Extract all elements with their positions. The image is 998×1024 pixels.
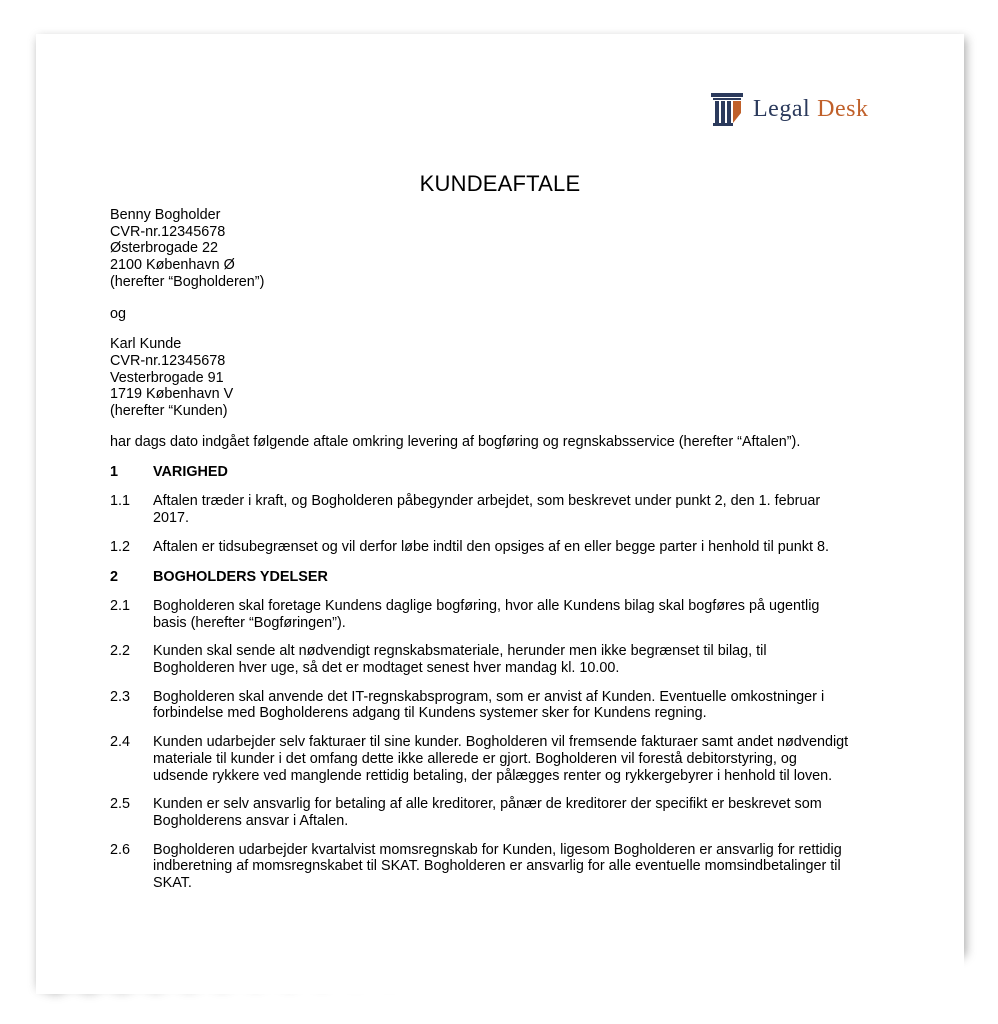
logo-word-desk: Desk (817, 96, 869, 122)
clause-text: Bogholderen udarbejder kvartalvist momsregnskab for Kunden, ligesom Bogholderen er ansvarlig for rettidig indberetning af momsregnskabet til SKAT. Bogholderen er ansvarlig for alle eventuelle momsindbetalinger til SKAT. (153, 841, 842, 892)
section-title: BOGHOLDERS YDELSER (153, 569, 328, 586)
clause-number: 1.2 (110, 538, 131, 555)
party-line: (herefter “Bogholderen”) (110, 273, 265, 290)
party-line: (herefter “Kunden) (110, 403, 228, 420)
document-title: KUNDEAFTALE (419, 171, 581, 196)
section-number: 1 (110, 464, 119, 481)
party-customer (110, 336, 850, 420)
party-line: 1719 København V (110, 386, 234, 403)
clause-number: 2.5 (110, 796, 131, 813)
clause (110, 842, 850, 892)
logo-word-legal: Legal (753, 96, 811, 122)
clause-text: Kunden udarbejder selv fakturaer til sine kunder. Bogholderen vil fremsende fakturaer samt andet nødvendigt materiale til kunder i det omfang dette ikke allerede er gjort. Bogholderen vil forestå debitorstyring, og udsende rykkere ved manglende rettidig betaling, der pålægges renter og rykkergebyrer i henhold til loven. (153, 734, 849, 784)
clause-number: 2.1 (110, 597, 131, 614)
clause (110, 598, 850, 631)
party-line: Østerbrogade 22 (110, 240, 219, 257)
clause-text: Bogholderen skal foretage Kundens daglige bogføring, hvor alle Kundens bilag skal bogføres på ugentlig basis (herefter “Bogføringen”). (153, 597, 820, 631)
party-bookkeeper (110, 207, 850, 291)
clause-number: 1.1 (110, 493, 131, 510)
logo-wordmark (753, 97, 868, 121)
intro-paragraph: har dags dato indgået følgende aftale omkring levering af bogføring og regnskabsservice (herefter “Aftalen”). (110, 433, 801, 450)
clause (110, 796, 850, 829)
clause-number: 2.2 (110, 643, 131, 660)
clause (110, 689, 850, 722)
section-title: VARIGHED (153, 464, 228, 481)
document-body (110, 207, 850, 892)
clause (110, 643, 850, 676)
clause (110, 734, 850, 784)
party-line: Vesterbrogade 91 (110, 369, 224, 386)
legal-desk-logo (709, 91, 868, 127)
party-line: Benny Bogholder (110, 207, 221, 223)
section-heading (110, 569, 850, 586)
clause-text: Bogholderen skal anvende det IT-regnskabsprogram, som er anvist af Kunden. Eventuelle omkostninger i forbindelse med Bogholderens adgang til Kundens systemer sker for Kundens regning. (153, 688, 825, 722)
document-page (36, 34, 964, 994)
section-number: 2 (110, 569, 119, 586)
section-heading (110, 464, 850, 481)
clause (110, 539, 850, 556)
party-line: CVR-nr.12345678 (110, 223, 226, 240)
clause-number: 2.3 (110, 688, 131, 705)
clause-text: Aftalen træder i kraft, og Bogholderen påbegynder arbejdet, som beskrevet under punkt 2, den 1. februar 2017. (153, 493, 821, 526)
clause-text: Aftalen er tidsubegrænset og vil derfor løbe indtil den opsiges af en eller begge parter i henhold til punkt 8. (153, 538, 829, 555)
column-logo-icon (709, 91, 745, 127)
party-line: CVR-nr.12345678 (110, 352, 226, 369)
clause-number: 2.4 (110, 734, 131, 751)
clause-text: Kunden skal sende alt nødvendigt regnskabsmateriale, herunder men ikke begrænset til bilag, til Bogholderen hver uge, så det er modtaget senest hver mandag kl. 10.00. (153, 643, 767, 677)
clause-number: 2.6 (110, 841, 131, 858)
clause (110, 493, 850, 526)
party-connector: og (110, 305, 127, 322)
party-line: 2100 København Ø (110, 257, 235, 274)
party-line: Karl Kunde (110, 336, 182, 353)
clause-text: Kunden er selv ansvarlig for betaling af alle kreditorer, pånær de kreditorer der specifikt er beskrevet som Bogholderens ansvar i Aftalen. (153, 796, 822, 829)
